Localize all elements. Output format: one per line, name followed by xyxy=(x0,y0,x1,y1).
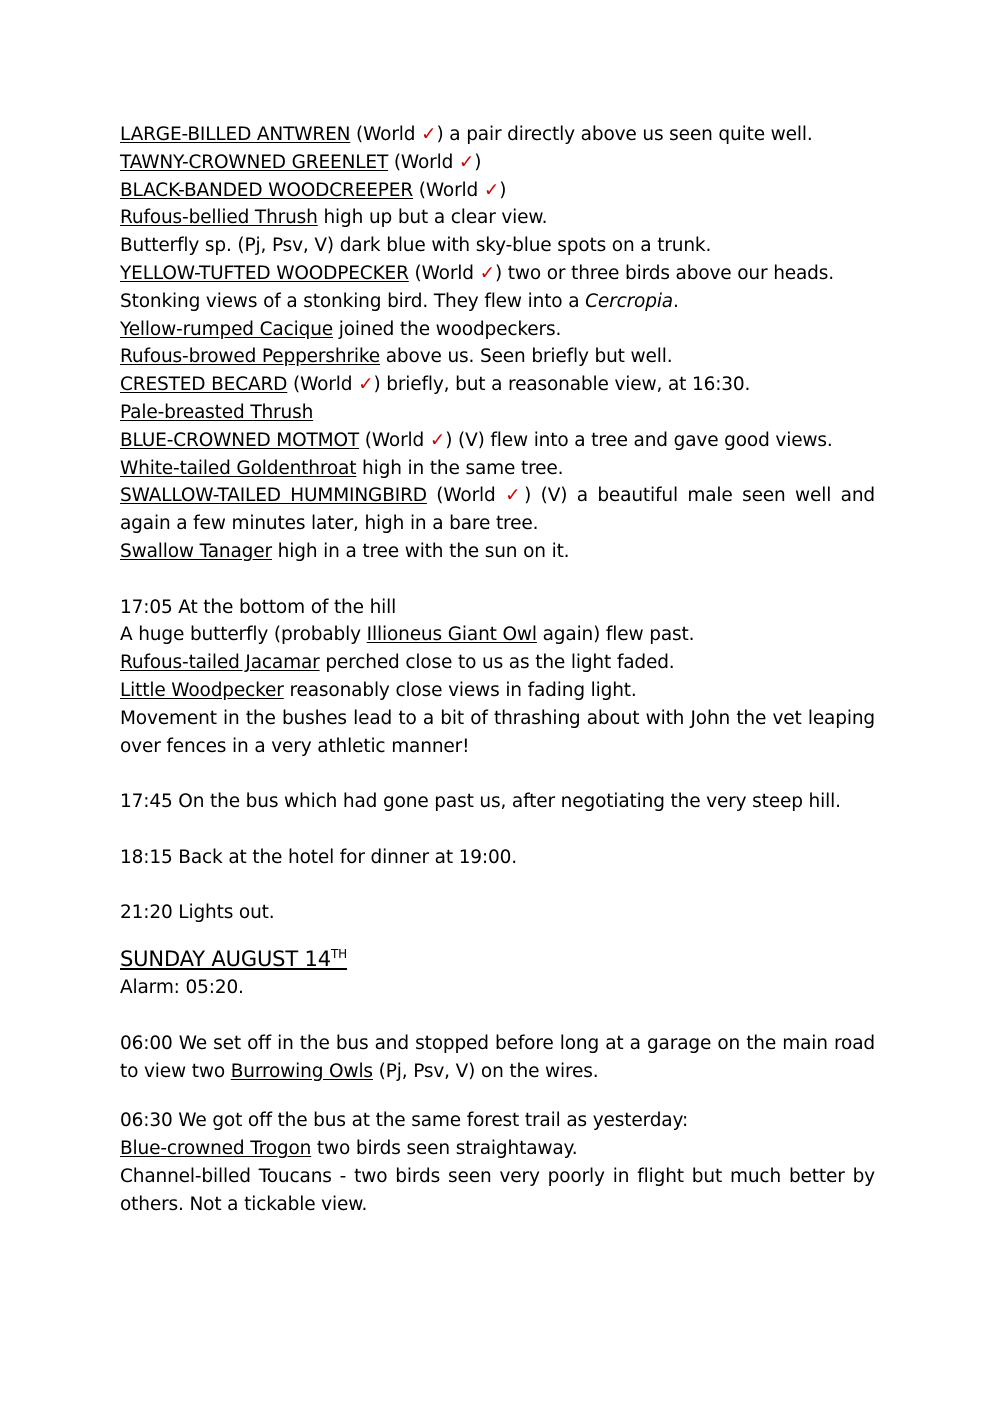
species-name: Yellow-rumped Cacique xyxy=(120,318,333,340)
list-item: CRESTED BECARD (World ✓) briefly, but a reasonable view, at 16:30. xyxy=(120,374,751,396)
trogon-entry: Blue-crowned Trogon two birds seen straightaway. xyxy=(120,1138,578,1160)
hotel-entry: 18:15 Back at the hotel for dinner at 19:00. xyxy=(120,846,517,868)
species-name: TAWNY-CROWNED GREENLET xyxy=(120,151,389,173)
list-item: Rufous-browed Peppershrike above us. Seen briefly but well. xyxy=(120,346,673,368)
bus-entry: 17:45 On the bus which had gone past us, after negotiating the very steep hill. xyxy=(120,791,841,813)
spacer xyxy=(120,872,875,900)
species-name: Burrowing Owls xyxy=(230,1060,373,1082)
check-mark-icon: ✓ xyxy=(429,429,446,451)
species-name: White-tailed Goldenthroat xyxy=(120,457,357,479)
list-item: YELLOW-TUFTED WOODPECKER (World ✓) two or three birds above our heads. xyxy=(120,262,834,284)
species-name: Illioneus Giant Owl xyxy=(366,624,537,646)
toucans-entry: Channel-billed Toucans - two birds seen very poorly in flight but much better by others. Not a tickable view. xyxy=(120,1165,875,1215)
species-name: BLACK-BANDED WOODCREEPER xyxy=(120,179,414,201)
species-name: Rufous-browed Peppershrike xyxy=(120,346,381,368)
check-mark-icon: ✓ xyxy=(458,151,475,173)
check-mark-icon: ✓ xyxy=(479,262,495,284)
lights-entry: 21:20 Lights out. xyxy=(120,902,275,924)
species-name: Blue-crowned Trogon xyxy=(120,1138,312,1160)
spacer xyxy=(120,760,875,788)
species-list xyxy=(120,121,875,566)
jacamar-entry: Rufous-tailed Jacamar perched close to us as the light faded. xyxy=(120,652,675,674)
check-mark-icon: ✓ xyxy=(483,179,500,201)
species-name: CRESTED BECARD xyxy=(120,374,288,396)
day-heading: SUNDAY AUGUST 14TH xyxy=(120,947,348,972)
butterfly-entry: A huge butterfly (probably Illioneus Giant Owl again) flew past. xyxy=(120,624,695,646)
list-item: Yellow-rumped Cacique joined the woodpeckers. xyxy=(120,318,562,340)
species-name: LARGE-BILLED ANTWREN xyxy=(120,124,351,145)
check-mark-icon: ✓ xyxy=(421,124,437,145)
species-name: Rufous-tailed Jacamar xyxy=(120,652,320,674)
list-item: Stonking views of a stonking bird. They flew into a Cercropia. xyxy=(120,290,679,312)
spacer xyxy=(120,566,875,594)
trail-entry: 06:30 We got off the bus at the same forest trail as yesterday: xyxy=(120,1110,689,1132)
woodpecker-entry: Little Woodpecker reasonably close views in fading light. xyxy=(120,679,637,701)
list-item: BLUE-CROWNED MOTMOT (World ✓) (V) flew into a tree and gave good views. xyxy=(120,429,833,451)
list-item: TAWNY-CROWNED GREENLET (World ✓) xyxy=(120,151,482,173)
list-item: Rufous-bellied Thrush high up but a clear view. xyxy=(120,207,548,229)
spacer xyxy=(120,1002,875,1030)
time-entry: 17:05 At the bottom of the hill xyxy=(120,596,397,618)
check-mark-icon: ✓ xyxy=(505,485,525,507)
species-name: Swallow Tanager xyxy=(120,540,272,562)
alarm-entry: Alarm: 05:20. xyxy=(120,977,244,999)
species-name: BLUE-CROWNED MOTMOT xyxy=(120,429,360,451)
list-item: Butterfly sp. (Pj, Psv, V) dark blue with sky-blue spots on a trunk. xyxy=(120,235,712,257)
spacer xyxy=(120,1085,875,1107)
species-name: Pale-breasted Thrush xyxy=(120,401,314,423)
spacer xyxy=(120,816,875,844)
document-body xyxy=(120,121,875,1218)
set-off-entry: 06:00 We set off in the bus and stopped before long at a garage on the main road to view two Burrowing Owls (Pj, Psv, V) on the wires. xyxy=(120,1032,875,1082)
species-name: SWALLOW-TAILED HUMMINGBIRD xyxy=(120,485,427,507)
list-item: SWALLOW-TAILED HUMMINGBIRD (World ✓) (V) a beautiful male seen well and again a few minutes later, high in a bare tree. xyxy=(120,485,876,535)
species-name: Rufous-bellied Thrush xyxy=(120,207,318,229)
species-name: Little Woodpecker xyxy=(120,679,284,701)
list-item: LARGE-BILLED ANTWREN (World ✓) a pair directly above us seen quite well. xyxy=(120,124,813,145)
check-mark-icon: ✓ xyxy=(358,374,374,396)
list-item xyxy=(120,399,875,427)
list-item: Swallow Tanager high in a tree with the sun on it. xyxy=(120,540,570,562)
list-item: BLACK-BANDED WOODCREEPER (World ✓) xyxy=(120,179,507,201)
species-name: YELLOW-TUFTED WOODPECKER xyxy=(120,262,409,284)
list-item: White-tailed Goldenthroat high in the same tree. xyxy=(120,457,564,479)
movement-entry: Movement in the bushes lead to a bit of thrashing about with John the vet leaping over fences in a very athletic manner! xyxy=(120,707,875,757)
